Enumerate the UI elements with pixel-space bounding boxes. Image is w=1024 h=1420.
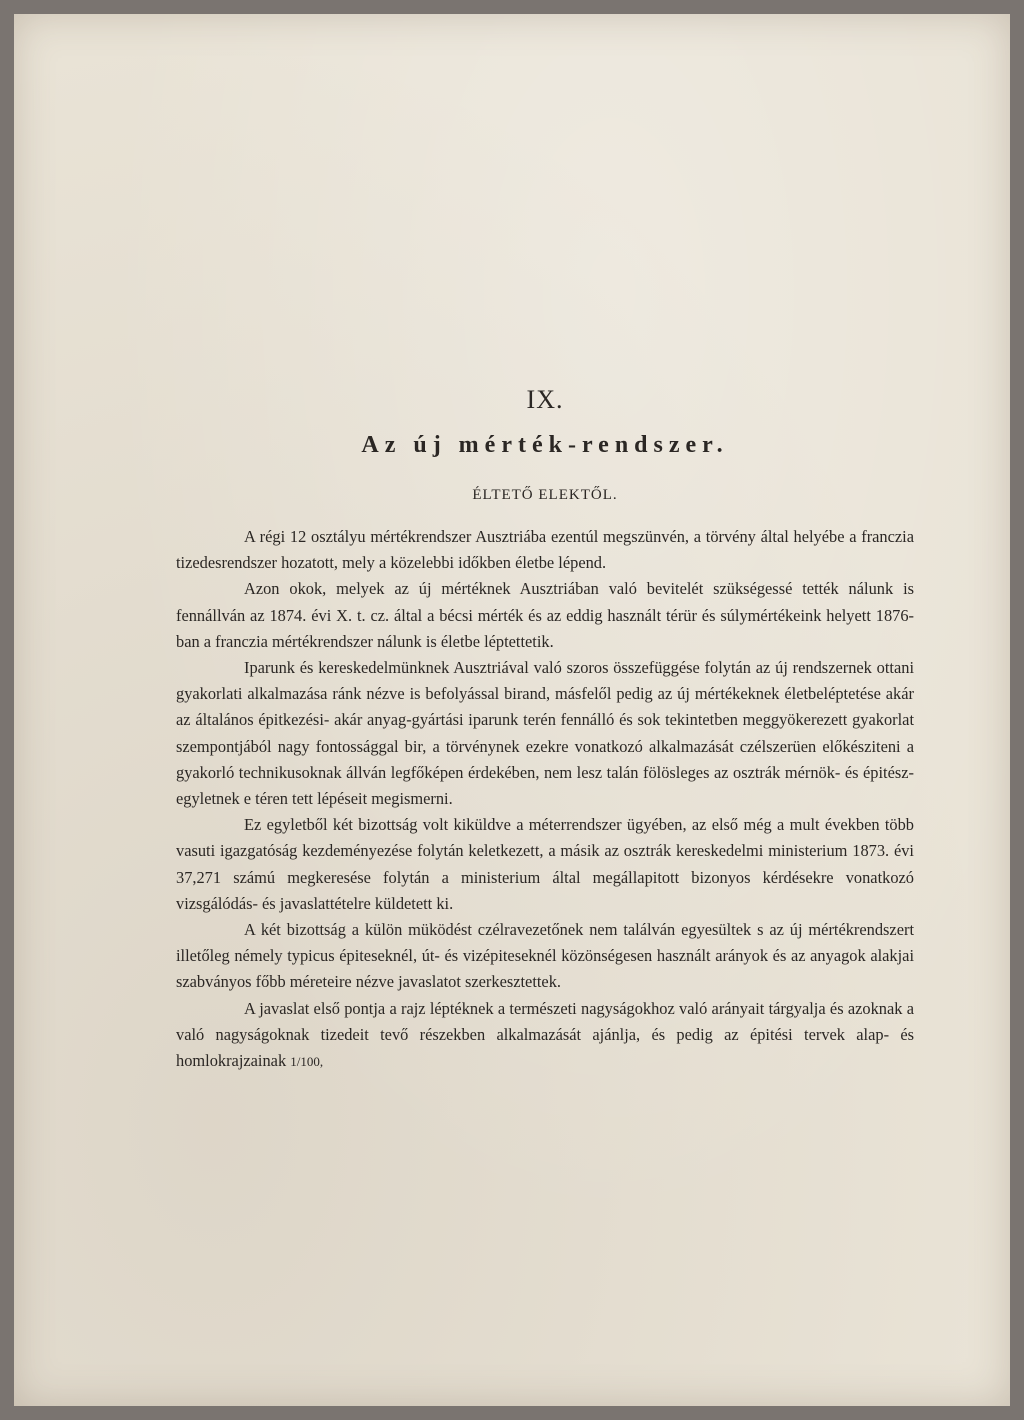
page-content bbox=[176, 384, 914, 1075]
section-number: IX. bbox=[526, 385, 564, 414]
article-title: Az új mérték-rendszer. bbox=[361, 432, 729, 459]
article-author: ÉLTETŐ ELEKTŐL. bbox=[472, 486, 618, 503]
paragraph-1: A régi 12 osztályu mértékrendszer Ausztriába ezentúl megszünvén, a törvény által helyébe a franczia tizedesrendszer hozatott, mely a közelebbi időkben életbe lépend. bbox=[176, 526, 914, 573]
paragraph-4: Ez egyletből két bizottság volt kiküldve a méterrendszer ügyében, az első még a mult években több vasuti igazgatóság kezdeményezése folytán keletkezett, a másik az osztrák kereskedelmi ministerium 1873. évi 37,271 számú megkeresése folytán a ministerium által megállapitott bizonyos kérdésekre vonatkozó vizsgálódás- és javaslattételre küldetett ki. bbox=[176, 815, 914, 913]
paragraph-5: A két bizottság a külön müködést czélravezetőnek nem találván egyesültek s az új mértékrendszert illetőleg némely typicus épiteseknél, út- és vizépiteseknél közönségesen használt arányok és az anyagok alakjai szabványos főbb méreteire nézve javaslatot szerkesztettek. bbox=[176, 920, 914, 992]
paragraph-3: Iparunk és kereskedelmünknek Ausztriával való szoros összefüggése folytán az új rendszernek ottani gyakorlati alkalmazása ránk nézve is befolyással birand, másfelől pedig az új mértékeknek életbeléptetése akár az általános épitkezési- akár anyag-gyártási iparunk terén fennálló és sok tekintetben meggyökerezett gyakorlat szempontjából nagy fontossággal bir, a törvénynek ezekre vonatkozó alkalmazását czélszerüen előkésziteni a gyakorló technikusoknak állván legfőképen érdekében, nem lesz talán fölösleges az osztrák mérnök- és épitész-egyletnek e téren tett lépéseit megismerni. bbox=[176, 658, 914, 809]
fraction-tail: 1/100, bbox=[290, 1054, 324, 1070]
paragraph-6 bbox=[176, 996, 914, 1076]
scanned-page bbox=[14, 14, 1010, 1406]
paragraph-6-text: A javaslat első pontja a rajz léptéknek a természeti nagyságokhoz való arányait tárgyalja és azoknak a való nagyságoknak tizedeit tevő részekben alkalmazását ajánlja, és pedig az épitési tervek alap- és homlokrajzainak bbox=[176, 998, 914, 1071]
paragraph-2: Azon okok, melyek az új mértéknek Ausztriában való bevitelét szükségessé tették nálunk is fennállván az 1874. évi X. t. cz. által a bécsi mérték és az eddig használt térür és súlymértékeink helyett 1876-ban a franczia mértékrendszer nálunk is életbe léptettetik. bbox=[176, 579, 914, 651]
